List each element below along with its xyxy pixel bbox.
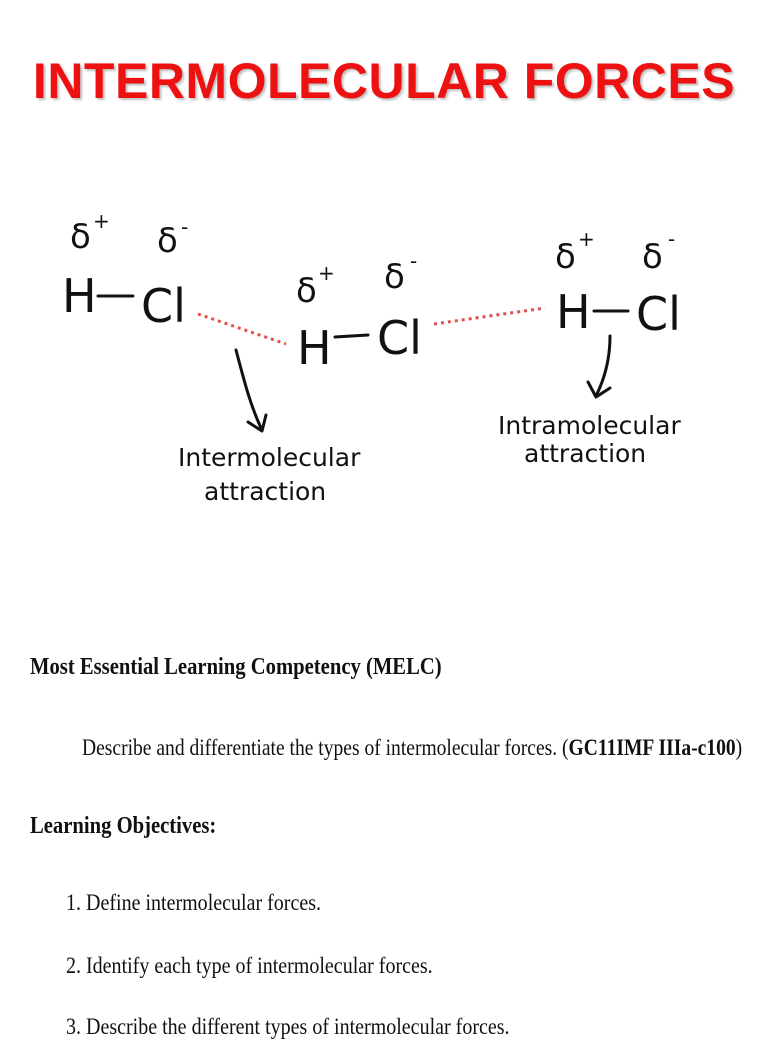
chlorine-atom: Cl — [636, 287, 681, 341]
delta-minus-symbol: δ — [642, 237, 663, 277]
hcl-molecule-2 — [296, 249, 422, 375]
hydrogen-atom: H — [556, 285, 591, 339]
melc-statement — [82, 735, 742, 761]
intermolecular-dotted-line — [434, 308, 545, 324]
hydrogen-atom: H — [297, 321, 332, 375]
objective-item: 1. Define intermolecular forces. — [66, 890, 322, 915]
melc-text: Describe and differentiate the types of intermolecular forces. ( — [82, 735, 569, 760]
intermolecular-label: Intermolecular — [178, 443, 361, 472]
intramolecular-arrow-icon — [588, 336, 610, 397]
minus-sign: - — [668, 227, 676, 251]
intermolecular-dotted-line — [198, 314, 286, 344]
page-title: INTERMOLECULAR FORCES — [32, 53, 736, 109]
hcl-molecule-3 — [555, 227, 681, 341]
plus-sign: + — [578, 227, 595, 251]
chlorine-atom: Cl — [141, 279, 186, 333]
intramolecular-label-line2: attraction — [524, 439, 647, 468]
hcl-molecule-1 — [62, 209, 188, 333]
delta-plus-symbol: δ — [555, 237, 576, 277]
delta-minus-symbol: δ — [384, 257, 405, 297]
melc-close: ) — [735, 735, 743, 760]
intermolecular-arrow-icon — [236, 350, 266, 431]
hydrogen-atom: H — [62, 269, 97, 323]
minus-sign: - — [181, 215, 189, 239]
hcl-diagram — [0, 190, 768, 530]
covalent-bond — [335, 335, 368, 337]
plus-sign: + — [318, 261, 335, 285]
delta-plus-symbol: δ — [296, 271, 317, 311]
objective-item: 2. Identify each type of intermolecular forces. — [66, 953, 433, 978]
minus-sign: - — [410, 249, 418, 273]
intermolecular-label-line2: attraction — [204, 477, 327, 506]
delta-minus-symbol: δ — [157, 221, 178, 261]
intramolecular-label: Intramolecular — [498, 411, 681, 440]
objective-item: 3. Describe the different types of intermolecular forces. — [66, 1014, 510, 1039]
learning-objectives-heading: Learning Objectives: — [30, 813, 217, 839]
chlorine-atom: Cl — [377, 311, 422, 365]
melc-heading: Most Essential Learning Competency (MELC) — [30, 654, 442, 680]
melc-code: GC11IMF IIIa-c100 — [568, 735, 736, 760]
plus-sign: + — [93, 209, 110, 233]
delta-plus-symbol: δ — [70, 217, 91, 257]
